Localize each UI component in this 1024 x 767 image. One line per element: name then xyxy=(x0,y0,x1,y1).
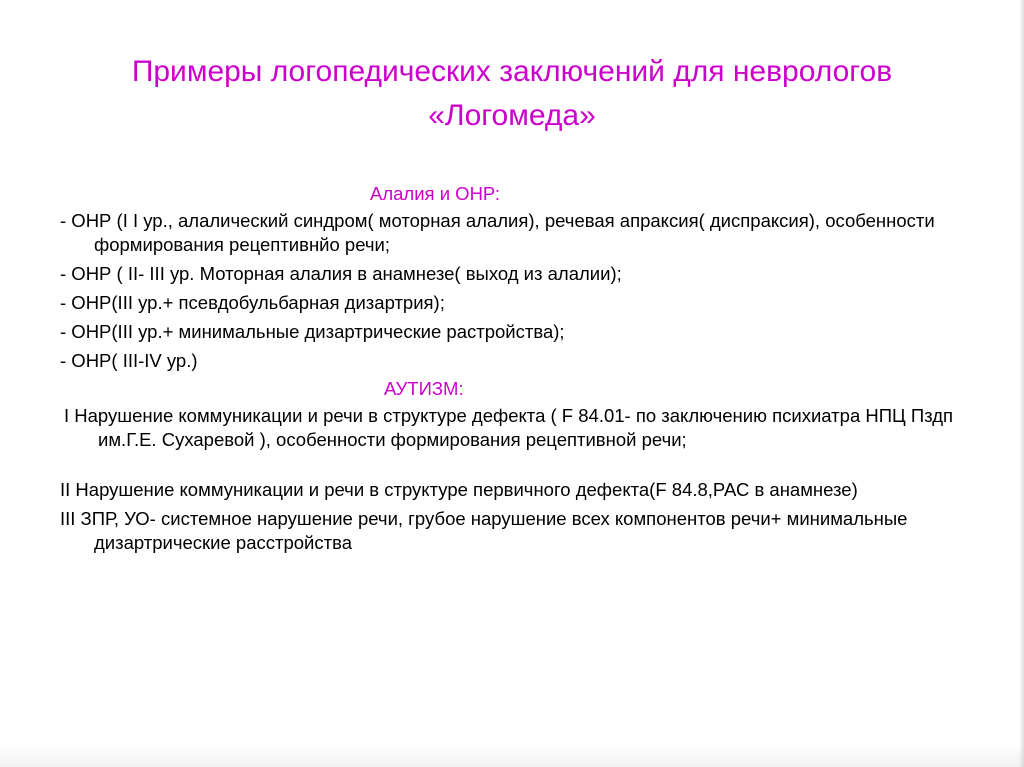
list-item: - ОНР(III ур.+ минимальные дизартрические растройства); xyxy=(60,321,565,342)
slide-content xyxy=(60,182,980,555)
list-item: - ОНР(III ур.+ псевдобульбарная дизартрия); xyxy=(60,292,445,313)
list-item: II Нарушение коммуникации и речи в структуре первичного дефекта(F 84.8,РАС в анамнезе) xyxy=(60,479,858,500)
slide-title-line-2: «Логомеда» xyxy=(428,99,596,132)
slide-title xyxy=(40,50,984,138)
slide-bottom-shadow xyxy=(0,743,1024,767)
list-item: I Нарушение коммуникации и речи в структуре дефекта ( F 84.01- по заключению психиатра НПЦ Пздп им.Г.Е. Сухаревой ), особенности формирования рецептивной речи; xyxy=(64,405,954,450)
list-item: III ЗПР, УО- системное нарушение речи, грубое нарушение всех компонентов речи+ минимальные дизартрические расстройства xyxy=(60,508,908,553)
section-heading-autism: АУТИЗМ: xyxy=(384,378,464,399)
list-item: - ОНР( III-IV ур.) xyxy=(60,350,198,371)
slide-edge-shadow xyxy=(1019,0,1024,767)
list-item: - ОНР ( II- III ур. Моторная алалия в анамнезе( выход из алалии); xyxy=(60,263,622,284)
slide-title-line-1: Примеры логопедических заключений для неврологов xyxy=(131,55,893,88)
section-heading-alalia: Алалия и ОНР: xyxy=(370,183,501,204)
list-item: - ОНР (I I ур., алалический синдром( моторная алалия), речевая апраксия( диспраксия), особенности формирования рецептивнйо речи; xyxy=(60,210,935,255)
